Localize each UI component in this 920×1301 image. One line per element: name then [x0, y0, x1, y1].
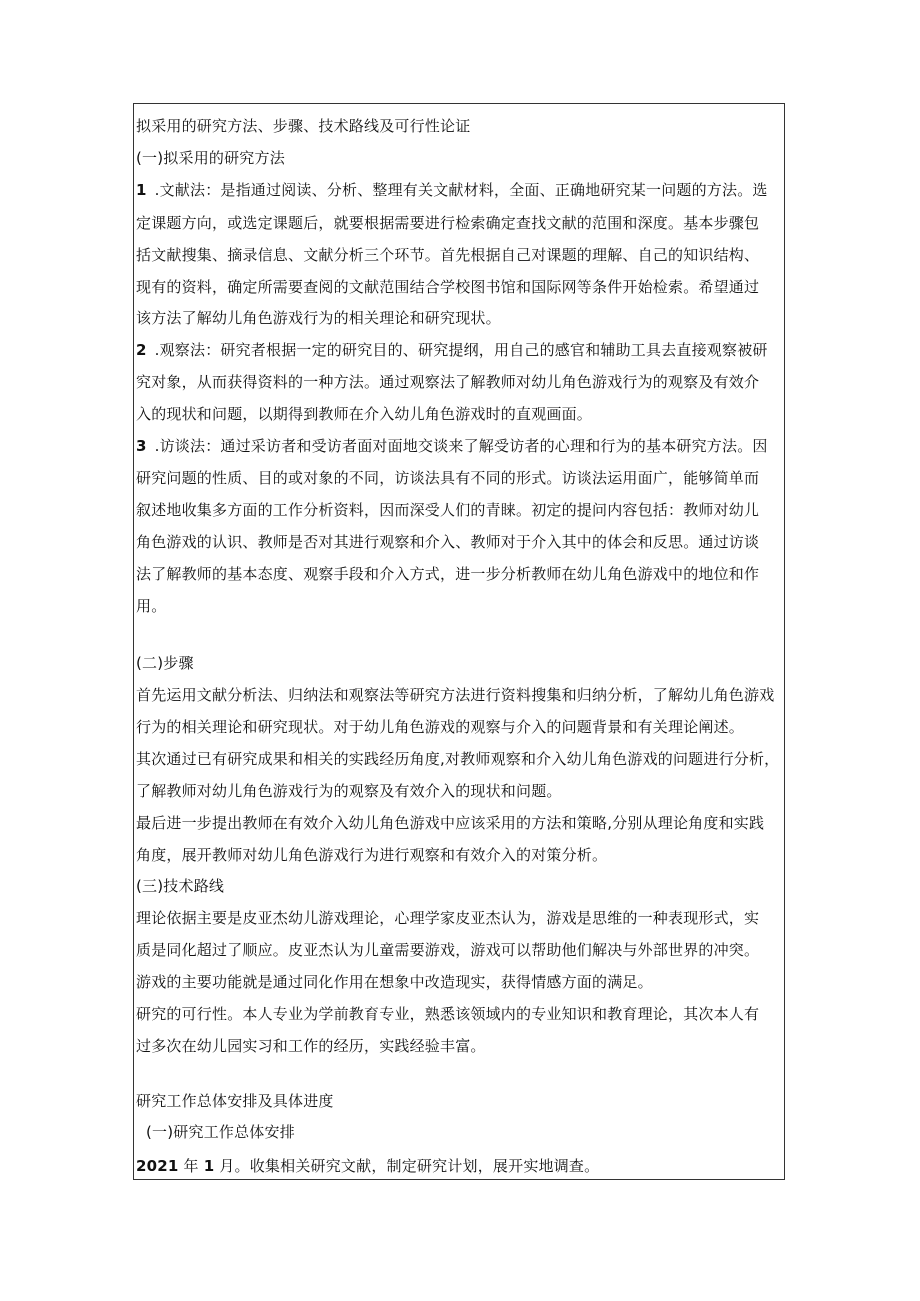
- method-3-line-1: 3 .访谈法：通过采访者和受访者面对面地交谈来了解受访者的心理和行为的基本研究方法。因: [136, 437, 768, 455]
- subsection-title-methods: (一)拟采用的研究方法: [136, 149, 285, 167]
- schedule-subsection-title: (一)研究工作总体安排: [146, 1123, 295, 1141]
- method-2-number: 2: [136, 341, 147, 359]
- method-1-line-5: 该方法了解幼儿角色游戏行为的相关理论和研究现状。: [136, 309, 501, 327]
- method-2-line-2: 究对象，从而获得资料的一种方法。通过观察法了解教师对幼儿角色游戏行为的观察及有效介: [136, 373, 760, 391]
- method-3-line-5: 法了解教师的基本态度、观察手段和介入方式，进一步分析教师在幼儿角色游戏中的地位和作: [136, 565, 760, 583]
- schedule-year: 2021: [136, 1157, 179, 1175]
- subsection-title-technical-route: (三)技术路线: [136, 877, 225, 895]
- schedule-month: 1: [203, 1157, 215, 1175]
- method-2-line-1: 2 .观察法：研究者根据一定的研究目的、研究提纲，用自己的感官和辅助工具去直接观察被研: [136, 341, 768, 359]
- method-3-line-2: 研究问题的性质、目的或对象的不同，访谈法具有不同的形式。访谈法运用面广，能够简单而: [136, 469, 760, 487]
- method-3-line-3: 叙述地收集多方面的工作分析资料，因而深受人们的青睐。初定的提问内容包括：教师对幼儿: [136, 501, 760, 519]
- schedule-text: 月。收集相关研究文献，制定研究计划，展开实地调查。: [219, 1157, 600, 1175]
- method-1-number: 1: [136, 181, 147, 199]
- method-3-line-4: 角色游戏的认识、教师是否对其进行观察和介入、教师对于介入其中的体会和反思。通过访谈: [136, 533, 760, 551]
- method-1-line-2: 定课题方向，或选定课题后，就要根据需要进行检索确定查找文献的范围和深度。基本步骤包: [136, 214, 760, 232]
- route-line-4: 研究的可行性。本人专业为学前教育专业，熟悉该领域内的专业知识和教育理论，其次本人有: [136, 1005, 760, 1023]
- route-line-3: 游戏的主要功能就是通过同化作用在想象中改造现实，获得情感方面的满足。: [136, 973, 653, 991]
- steps-line-1: 首先运用文献分析法、归纳法和观察法等研究方法进行资料搜集和归纳分析，了解幼儿角色游戏: [136, 686, 775, 704]
- route-line-1: 理论依据主要是皮亚杰幼儿游戏理论，心理学家皮亚杰认为，游戏是思维的一种表现形式，实: [136, 909, 760, 927]
- method-3-line-6: 用。: [136, 597, 167, 615]
- schedule-heading: 研究工作总体安排及具体进度: [136, 1092, 334, 1110]
- method-1-line-4: 现有的资料，确定所需要查阅的文献范围结合学校图书馆和国际网等条件开始检索。希望通过: [136, 278, 760, 296]
- schedule-entry: [136, 1156, 599, 1176]
- steps-line-4: 了解教师对幼儿角色游戏行为的观察及有效介入的现状和问题。: [136, 782, 562, 800]
- route-line-5: 过多次在幼儿园实习和工作的经历，实践经验丰富。: [136, 1037, 486, 1055]
- schedule-year-suffix: 年: [183, 1157, 199, 1175]
- section-heading: 拟采用的研究方法、步骤、技术路线及可行性论证: [136, 117, 471, 135]
- method-2-line-3: 入的现状和问题，以期得到教师在介入幼儿角色游戏时的直观画面。: [136, 405, 593, 423]
- steps-line-6: 角度，展开教师对幼儿角色游戏行为进行观察和有效介入的对策分析。: [136, 846, 608, 864]
- subsection-title-steps: (二)步骤: [136, 654, 194, 672]
- method-1-line-3: 括文献搜集、摘录信息、文献分析三个环节。首先根据自己对课题的理解、自己的知识结构、: [136, 246, 760, 264]
- steps-line-3: 其次通过已有研究成果和相关的实践经历角度,对教师观察和介入幼儿角色游戏的问题进行分析，: [136, 750, 780, 768]
- steps-line-2: 行为的相关理论和研究现状。对于幼儿角色游戏的观察与介入的问题背景和有关理论阐述。: [136, 718, 745, 736]
- steps-line-5: 最后进一步提出教师在有效介入幼儿角色游戏中应该采用的方法和策略,分别从理论角度和实践: [136, 814, 765, 832]
- route-line-2: 质是同化超过了顺应。皮亚杰认为儿童需要游戏，游戏可以帮助他们解决与外部世界的冲突。: [136, 941, 760, 959]
- method-3-number: 3: [136, 437, 147, 455]
- method-1-line-1: 1 .文献法：是指通过阅读、分析、整理有关文献材料，全面、正确地研究某一问题的方法。选: [136, 181, 768, 199]
